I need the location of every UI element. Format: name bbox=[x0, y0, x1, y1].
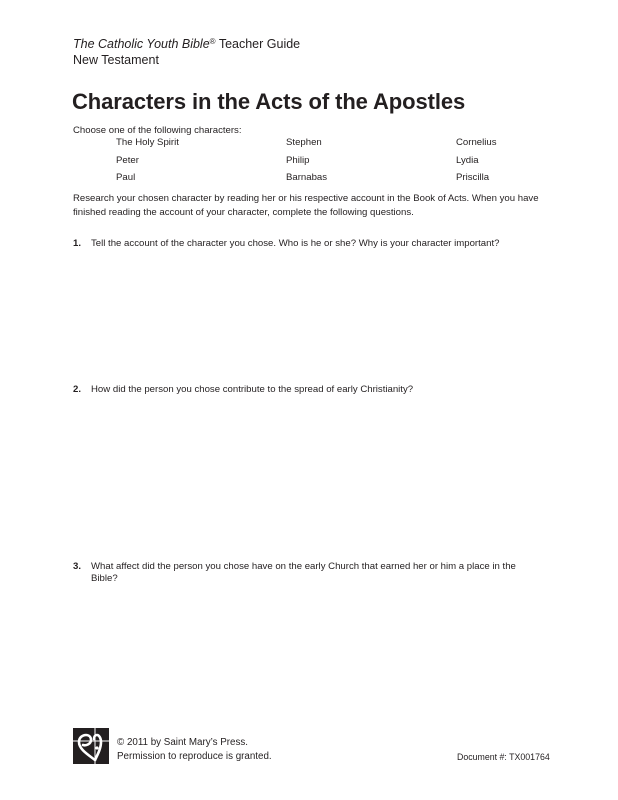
character-item: Philip bbox=[286, 154, 310, 166]
character-item: Barnabas bbox=[286, 172, 328, 183]
character-row bbox=[73, 154, 553, 172]
question-text: How did the person you chose contribute to the spread of early Christianity? bbox=[91, 384, 414, 395]
intro-text: Choose one of the following characters: bbox=[73, 125, 242, 136]
permission-text: Permission to reproduce is granted. bbox=[117, 751, 272, 762]
page-title: Characters in the Acts of the Apostles bbox=[72, 89, 466, 114]
character-item: Lydia bbox=[456, 154, 479, 166]
book-subtitle: New Testament bbox=[73, 53, 159, 67]
question-1 bbox=[73, 237, 533, 250]
registered-mark: ® bbox=[209, 37, 216, 46]
character-item: Stephen bbox=[286, 137, 322, 148]
document-number: Document #: TX001764 bbox=[457, 752, 550, 762]
character-item: Peter bbox=[116, 154, 139, 166]
question-text: Tell the account of the character you chose. Who is he or she? Why is your character important? bbox=[91, 238, 500, 249]
character-item: Priscilla bbox=[456, 172, 490, 183]
question-number: 2. bbox=[73, 384, 82, 395]
character-row bbox=[73, 171, 553, 189]
character-row bbox=[73, 136, 553, 154]
heart-cross-icon bbox=[73, 728, 109, 764]
footer-copyright-block bbox=[117, 736, 272, 764]
answer-area-3[interactable] bbox=[73, 592, 553, 717]
answer-area-1[interactable] bbox=[73, 256, 553, 376]
character-item: Paul bbox=[116, 172, 136, 183]
question-number: 3. bbox=[73, 561, 82, 572]
book-title bbox=[73, 37, 300, 52]
instructions-text: Research your chosen character by reading her or his respective account in the Book of Acts. When you have finished reading the account of your character, complete the following questions. bbox=[73, 193, 539, 218]
question-2 bbox=[73, 383, 533, 396]
question-text: What affect did the person you chose have on the early Church that earned her or him a place in the Bible? bbox=[91, 561, 516, 584]
question-3 bbox=[73, 560, 543, 585]
character-item: The Holy Spirit bbox=[116, 137, 179, 148]
book-title-suffix: Teacher Guide bbox=[215, 37, 301, 51]
character-item: Cornelius bbox=[456, 137, 497, 148]
book-title-italic: The Catholic Youth Bible bbox=[73, 37, 210, 51]
question-number: 1. bbox=[73, 238, 82, 249]
copyright-text: © 2011 by Saint Mary’s Press. bbox=[117, 737, 249, 748]
saint-marys-press-logo-icon bbox=[73, 728, 109, 764]
character-list bbox=[73, 136, 553, 189]
answer-area-2[interactable] bbox=[73, 402, 553, 552]
